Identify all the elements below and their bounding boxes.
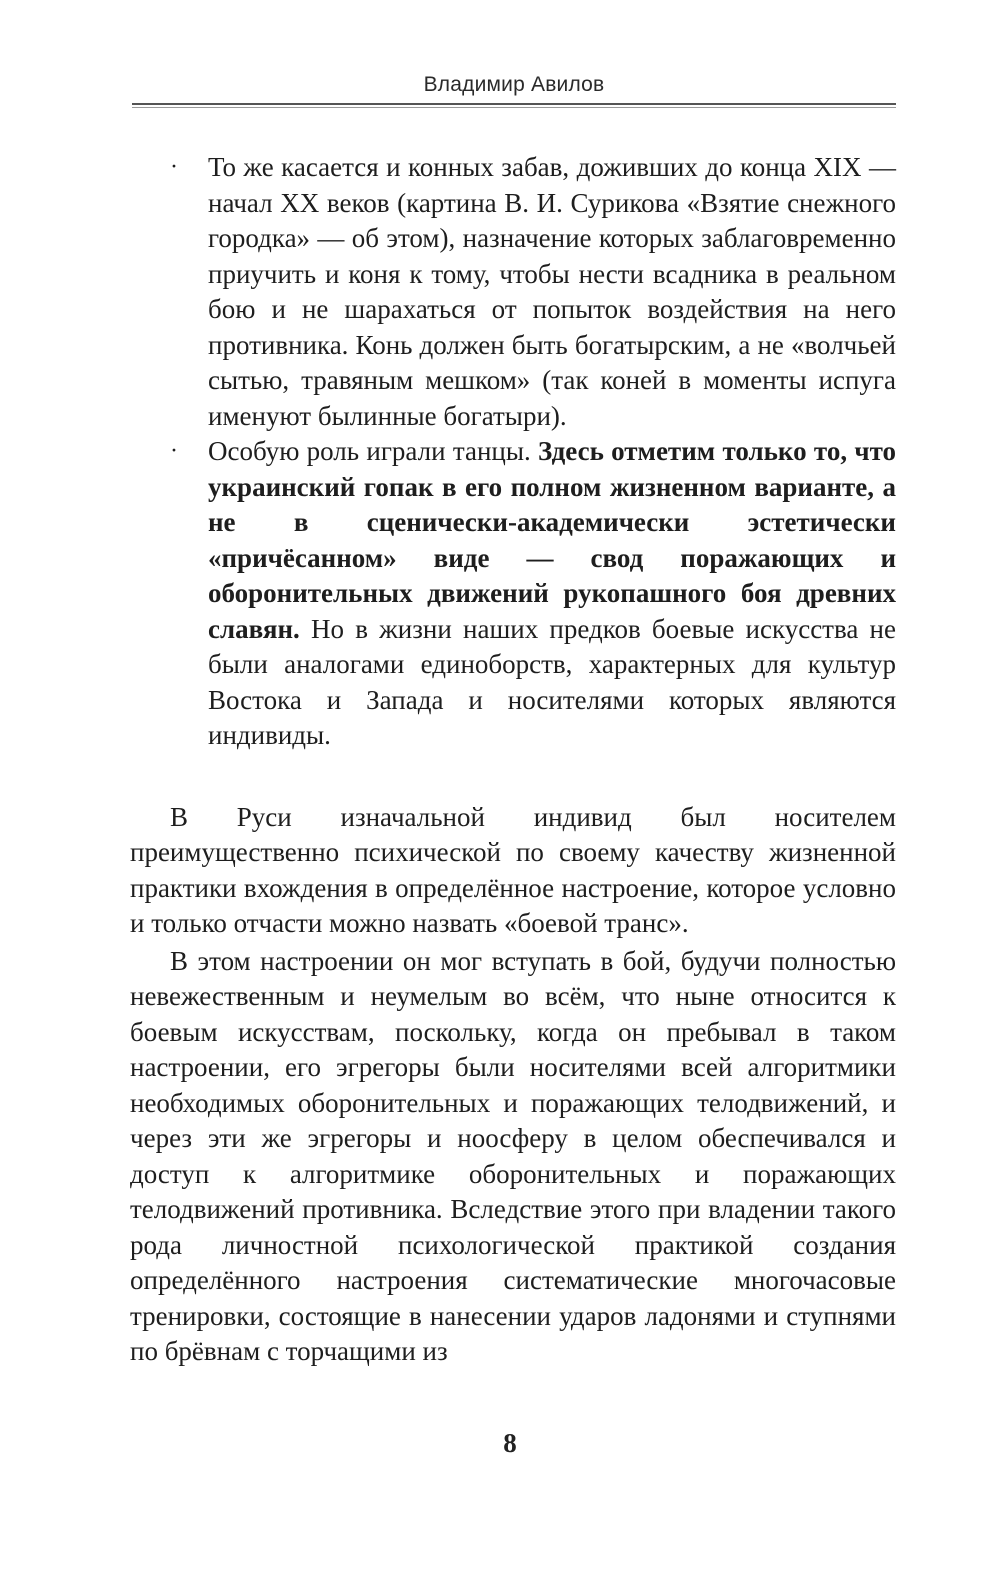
- page-number: 8: [503, 1428, 517, 1458]
- bullet-text-lead: Особую роль играли танцы.: [208, 436, 539, 466]
- header-rule: [132, 103, 896, 105]
- section-spacer: [130, 754, 896, 800]
- bullet-item-dances: [130, 434, 896, 754]
- bullet-item-horse-games: [130, 150, 896, 434]
- body-paragraph: В Руси изначальной индивид был носителем преимущественно психической по своему качеству жизненной практики вхождения в определённое настроение, которое условно и только отчасти можно назвать «боевой транс».: [130, 801, 896, 938]
- running-head-title: Владимир Авилов: [423, 73, 605, 96]
- bullet-text: То же касается и конных забав, доживших до конца XIX — начал XX веков (картина В. И. Сурикова «Взятие снежного городка» — об этом), назначение которых заблаговременно приучить и коня к тому, чтобы нести всадника в реальном бою и не шарахаться от попыток воздействия на него противника. Конь должен быть богатырским, а не «волчьей сытью, травяным мешком» (так коней в моменты испуга именуют былинные богатыри).: [208, 152, 896, 431]
- body-paragraph: В этом настроении он мог вступать в бой, будучи полностью невежественным и неумелым во всём, что ныне относится к боевым искусствам, поскольку, когда он пребывал в таком настроении, его эгрегоры были носителями всей алгоритмики необходимых оборонительных и поражающих телодвижений, и через эти же эгрегоры и ноосферу в целом обеспечивался и доступ к алгоритмике оборонительных и поражающих телодвижений противника. Вследствие этого при владении такого рода личностной психологической практикой создания определённого настроения систематические многочасовые тренировки, состоящие в нанесении ударов ладонями и ступнями по брёвнам с торчащими из: [130, 945, 896, 1366]
- page-body: [130, 150, 896, 1370]
- bullet-text-bold: Здесь отметим только то, что украинский гопак в его полном жизненном варианте, а не в сценически-академически эстетически «причёсанном» виде — свод поражающих и оборонительных движений рукопашного боя древних славян.: [208, 436, 896, 644]
- bullet-text-tail: Но в жизни наших предков боевые искусства не были аналогами единоборств, характерных для культур Востока и Запада и носителями которых являются индивиды.: [208, 613, 896, 750]
- bullet-marker: ·: [170, 438, 178, 464]
- header-rule-thin: [132, 107, 896, 108]
- bullet-marker: ·: [170, 154, 178, 180]
